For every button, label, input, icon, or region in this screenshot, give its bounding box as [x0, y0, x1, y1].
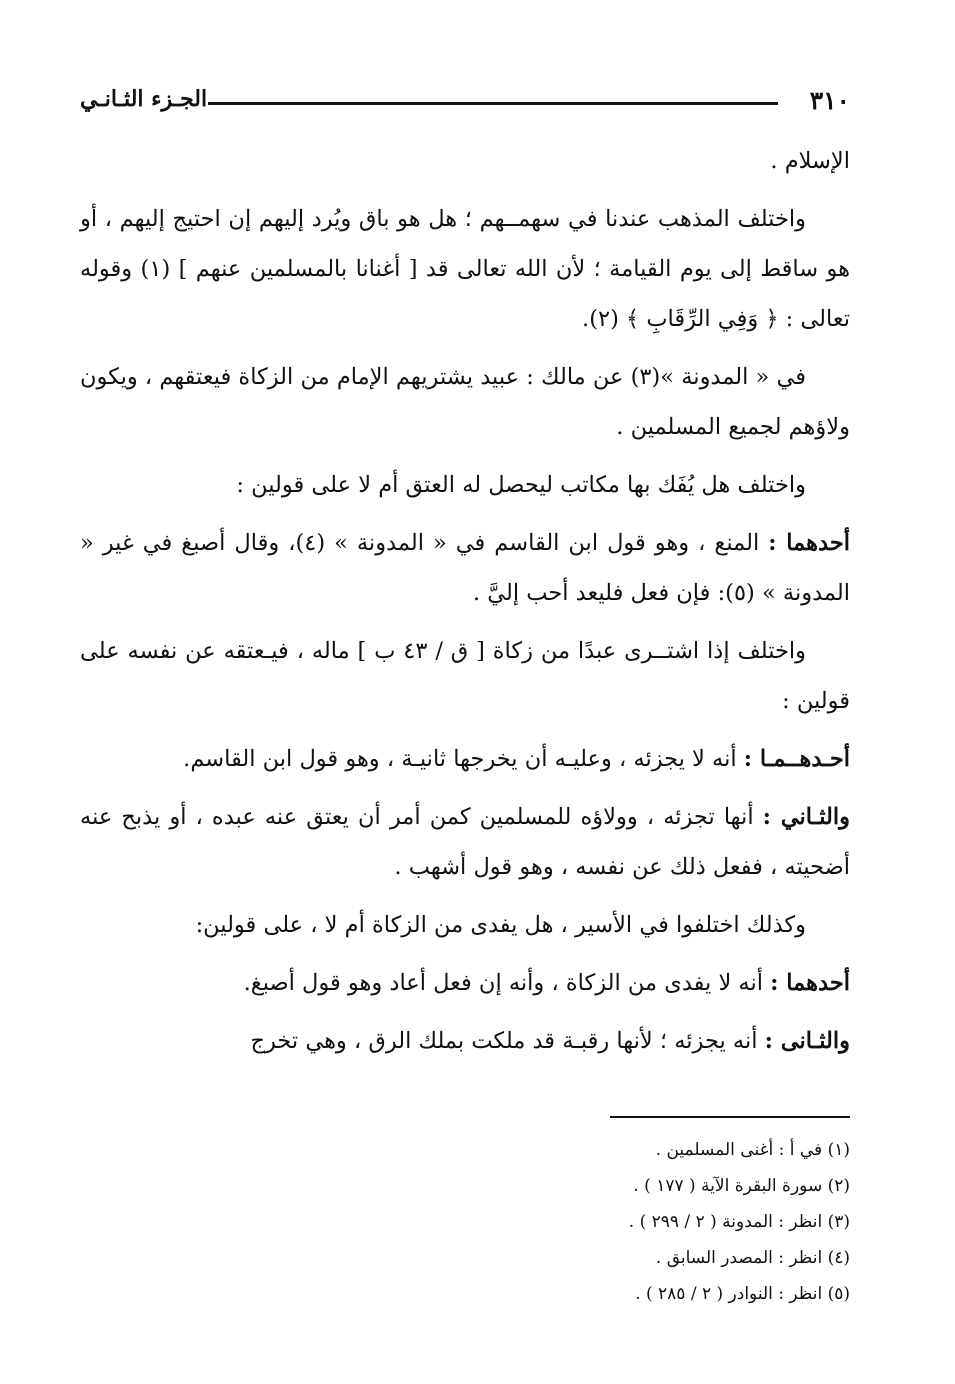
paragraph-7: أحـدهــمـا : أنه لا يجزئه ، وعليـه أن يخرجها ثانيـة ، وهو قول ابن القاسم.	[183, 746, 850, 772]
paragraph-3: في « المدونة »(٣) عن مالك : عبيد يشتريهم الإمام من الزكاة فيعتقهم ، ويكون ولاؤهم لجميع المسلمين .	[80, 364, 850, 440]
header-rule	[208, 102, 778, 105]
paragraph-4: واختلف هل يُفَك بها مكاتب ليحصل له العتق أم لا على قولين :	[236, 472, 806, 498]
paragraph-10: أحدهما : أنه لا يفدى من الزكاة ، وأنه إن فعل أعاد وهو قول أصبغ.	[243, 970, 850, 996]
footnote-4: (٤) انظر : المصدر السابق .	[655, 1248, 850, 1268]
page-header	[80, 86, 850, 126]
footnote-separator	[610, 1116, 850, 1118]
main-text	[80, 136, 850, 1074]
paragraph-6: واختلف إذا اشتــرى عبدًا من زكاة [ ق / ٤٣ ب ] ماله ، فيـعتقه عن نفسه على قولين :	[80, 638, 850, 714]
footnote-5: (٥) انظر : النوادر ( ٢ / ٢٨٥ ) .	[635, 1284, 850, 1304]
paragraph-11: والثـانى : أنه يجزئه ؛ لأنها رقبـة قد ملكت بملك الرق ، وهي تخرج	[250, 1028, 850, 1054]
footnote-1: (١) في أ : أغنى المسلمين .	[655, 1140, 850, 1160]
page-number: ٣١٠	[809, 86, 850, 115]
paragraph-5: أحدهما : المنع ، وهو قول ابن القاسم في « المدونة » (٤)، وقال أصبغ في غير « المدونة » (٥): فإن فعل فليعد أحب إليَّ .	[80, 530, 850, 606]
running-title: الجـزء الثـانـي	[80, 86, 208, 112]
paragraph-1: الإسلام .	[770, 148, 850, 174]
paragraph-8: والثـاني : أنها تجزئه ، وولاؤه للمسلمين كمن أمر أن يعتق عنه عبده ، أو يذبح عنه أضحيته ، ففعل ذلك عن نفسه ، وهو قول أشهب .	[80, 804, 850, 880]
footnote-3: (٣) انظر : المدونة ( ٢ / ٢٩٩ ) .	[628, 1212, 850, 1232]
paragraph-2: واختلف المذهب عندنا في سهمــهم ؛ هل هو باق ويُرد إليهم إن احتيج إليهم ، أو هو ساقط إلى يوم القيامة ؛ لأن الله تعالى قد [ أغنانا بالمسلمين عنهم ] (١) وقوله تعالى : ﴿ وَفِي الرِّقَابِ ﴾ (٢).	[80, 206, 850, 332]
paragraph-9: وكذلك اختلفوا في الأسير ، هل يفدى من الزكاة أم لا ، على قولين:	[195, 912, 806, 938]
footnotes	[150, 1132, 850, 1312]
footnote-2: (٢) سورة البقرة الآية ( ١٧٧ ) .	[633, 1176, 850, 1196]
